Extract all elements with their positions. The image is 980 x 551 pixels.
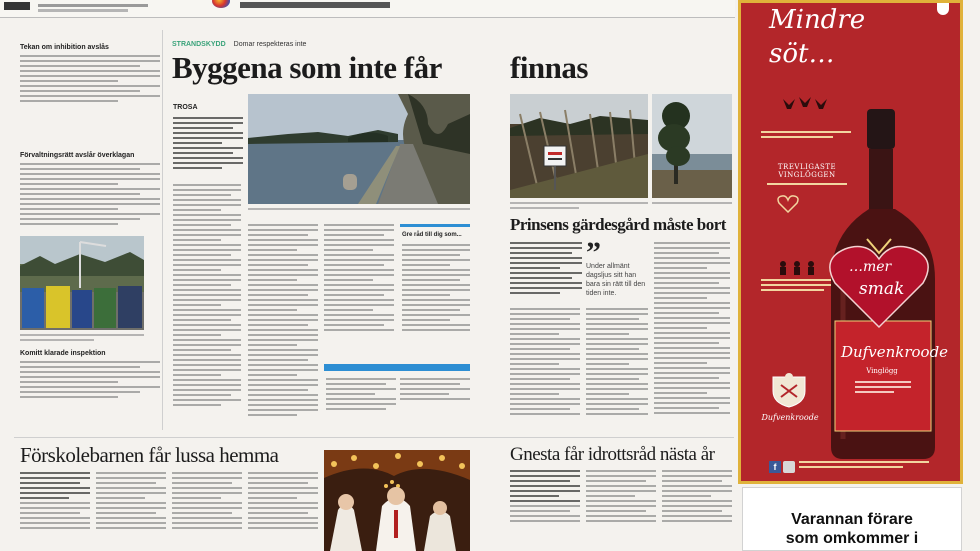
prince-headline: Prinsens gärdesgård måste bort — [510, 215, 726, 234]
main-headline-right: finnas — [510, 50, 588, 85]
left-brief-2 — [20, 152, 160, 228]
section-tagline: Domar respekteras inte — [233, 41, 307, 48]
ad2-line-2: som omkommer i — [785, 530, 919, 547]
section-divider — [14, 437, 734, 438]
bottom-right-col-1 — [510, 470, 580, 525]
traffic-safety-advertisement[interactable] — [742, 487, 962, 551]
pull-quote-icon: ” — [586, 236, 601, 269]
brief-heading: Tekan om inhibition avslås — [20, 44, 109, 51]
bottom-right-headline: Gnesta får idrottsråd nästa år — [510, 444, 715, 465]
brief-heading: Komitt klarade inspektion — [20, 350, 106, 357]
left-brief-3 — [20, 350, 160, 401]
photo-caption — [20, 334, 144, 344]
column-divider — [162, 30, 163, 430]
prince-body-col-2 — [586, 308, 648, 418]
page-number-block — [4, 2, 30, 10]
ad-award-text: TREVLIGASTE VINGLÖGGEN — [777, 163, 837, 179]
bottom-right-col-3 — [662, 470, 732, 525]
ad-footer-text — [799, 461, 929, 468]
brief-heading: Förvaltningsrätt avslår överklagan — [20, 152, 135, 159]
main-body-col-3 — [324, 224, 394, 334]
bottle-label-copy — [855, 381, 911, 393]
newspaper-logo-icon — [212, 0, 230, 8]
bottom-right-col-2 — [586, 470, 656, 525]
page-top-strip — [0, 0, 735, 18]
ad-slogan-line-1: Mindre — [769, 5, 866, 35]
lucia-procession-photo — [324, 450, 470, 551]
thumbs-up-icon[interactable] — [783, 461, 795, 473]
bottle-label-product: Vinglögg — [866, 367, 898, 375]
bottom-left-headline: Förskolebarnen får lussa hemma — [20, 443, 279, 467]
brief-body-text — [20, 163, 160, 225]
bottom-left-col-4 — [248, 472, 318, 532]
lake-road-photo — [248, 94, 470, 204]
bottom-left-col-3 — [172, 472, 242, 532]
prince-body-col-3 — [654, 242, 730, 417]
factbox-top-rule — [400, 224, 470, 227]
photo-caption — [510, 202, 648, 212]
brand-crest-icon — [769, 373, 809, 414]
main-intro — [173, 96, 243, 172]
prince-intro — [510, 242, 582, 297]
related-box-col-1 — [326, 378, 396, 413]
page-section-title-bar — [240, 2, 390, 8]
heart-tag-line-2: smak — [859, 279, 905, 299]
facebook-icon[interactable]: f — [769, 461, 781, 473]
heart-tag-line-1: …mer — [849, 259, 892, 275]
factbox-title: Gre råd till dig som... — [402, 232, 462, 238]
intro-text — [173, 117, 243, 169]
fence-sign-photo — [510, 94, 648, 198]
recycling-station-photo — [20, 236, 144, 330]
pull-quote: Under allmänt dagsljus sitt han bara sin rätt till den tiden inte. — [586, 263, 646, 297]
factbox-body — [402, 244, 470, 334]
ad-corner-mark — [937, 3, 949, 15]
left-brief-1 — [20, 44, 160, 105]
ad-heart-icon — [777, 195, 799, 218]
page-meta-line — [38, 9, 128, 12]
tree-shore-photo — [652, 94, 732, 198]
bottom-left-col-2 — [96, 472, 166, 532]
brief-body-text — [20, 361, 160, 398]
brand-name: Dufvenkroode — [761, 413, 819, 422]
ad2-line-1: Varannan förare — [791, 511, 913, 528]
photo-caption — [248, 208, 470, 213]
related-box-header — [324, 364, 470, 371]
section-kicker: STRANDSKYDD — [172, 41, 226, 48]
brief-body-text — [20, 55, 160, 102]
bottom-left-col-1 — [20, 472, 90, 532]
ad-people-icon — [777, 261, 821, 280]
related-box-col-2 — [400, 378, 470, 403]
bottle-label-script: Dufvenkroode — [841, 343, 949, 361]
page-meta-line — [38, 4, 148, 7]
main-body-col-1 — [173, 184, 241, 409]
ad-slogan-line-2: söt… — [769, 39, 835, 69]
prince-body-col-1 — [510, 308, 580, 418]
vinglogg-advertisement[interactable] — [738, 0, 963, 484]
photo-caption — [652, 202, 732, 207]
main-headline-left: Byggena som inte får — [172, 50, 442, 85]
dateline: TROSA — [173, 104, 198, 111]
section-label-strip — [172, 33, 472, 48]
main-body-col-2 — [248, 224, 318, 419]
